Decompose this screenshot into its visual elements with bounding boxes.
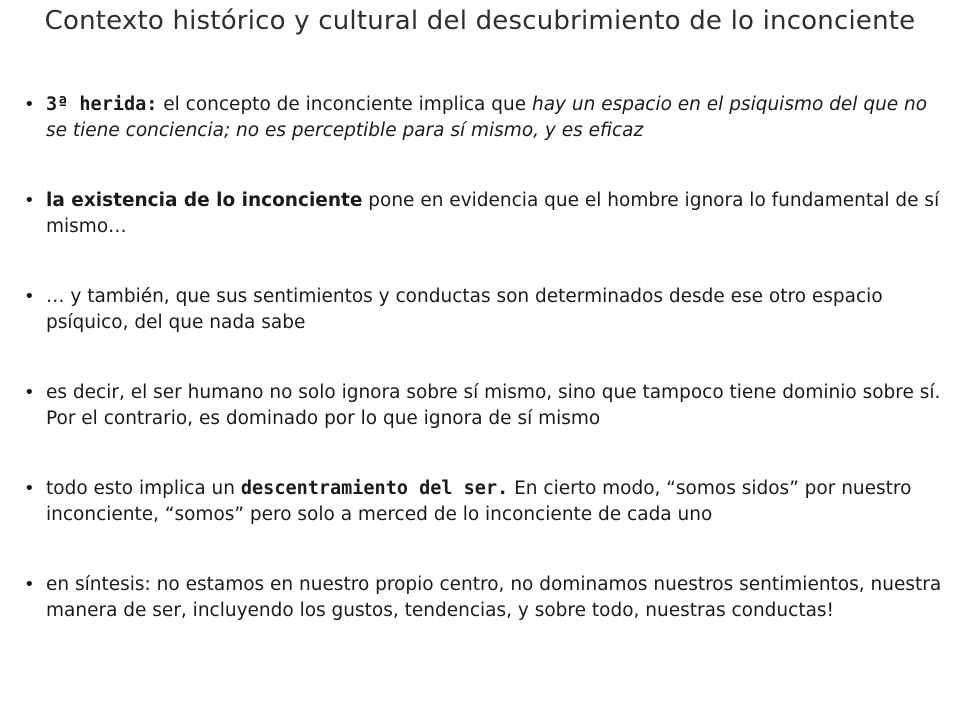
bullet-item-5 [24, 476, 944, 528]
bullet-lead: la existencia de lo inconciente [46, 190, 363, 211]
bullet-emphasis: descentramiento del ser. [240, 478, 509, 499]
bullet-lead: 3ª herida: [46, 94, 158, 115]
bullet-item-1 [24, 92, 944, 144]
bullet-dot-icon: • [24, 478, 35, 499]
bullet-item-4 [24, 380, 944, 432]
bullet-list [24, 92, 944, 664]
bullet-dot-icon: • [24, 286, 35, 307]
bullet-text: en síntesis: no estamos en nuestro propio centro, no dominamos nuestros sentimientos, nuestra manera de ser, incluyendo los gustos, tendencias, y sobre todo, nuestras conductas! [46, 574, 942, 621]
bullet-text: pone en evidencia que el hombre ignora lo fundamental de sí mismo… [46, 190, 940, 237]
bullet-item-2 [24, 188, 944, 240]
bullet-italic-text: hay un espacio en el psiquismo del que no se tiene conciencia; no es perceptible para sí mismo, y es eficaz [46, 94, 928, 141]
bullet-item-3 [24, 284, 944, 336]
bullet-text: … y también, que sus sentimientos y conductas son determinados desde ese otro espacio psíquico, del que nada sabe [46, 286, 883, 333]
bullet-text: todo esto implica un [46, 478, 241, 499]
bullet-dot-icon: • [24, 190, 35, 211]
bullet-text: el concepto de inconciente implica que [157, 94, 532, 115]
bullet-item-6 [24, 572, 944, 624]
bullet-text: es decir, el ser humano no solo ignora sobre sí mismo, sino que tampoco tiene dominio sobre sí. Por el contrario, es dominado por lo que ignora de sí mismo [46, 382, 941, 429]
bullet-text: En cierto modo, “somos sidos” por nuestro inconciente, “somos” pero solo a merced de lo inconciente de cada uno [46, 478, 912, 525]
slide-title: Contexto histórico y cultural del descubrimiento de lo inconciente [44, 6, 916, 36]
bullet-dot-icon: • [24, 382, 35, 403]
bullet-dot-icon: • [24, 94, 35, 115]
bullet-dot-icon: • [24, 574, 35, 595]
